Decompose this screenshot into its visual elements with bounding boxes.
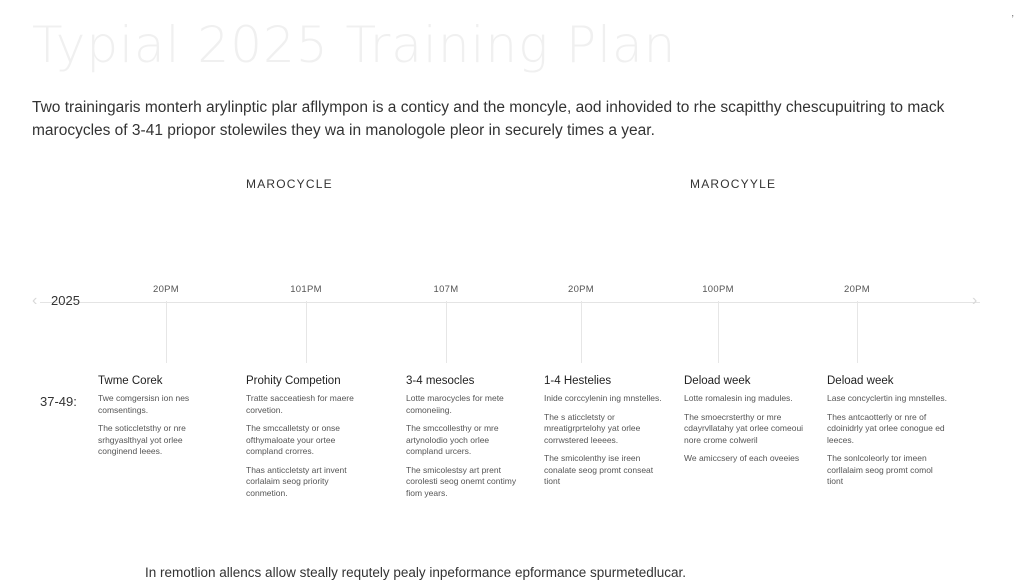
footnote: In remotlion allencs allow steally requtely pealy inpeformance epformance spurmetedlucar. <box>145 564 687 580</box>
phase-text: Tratte sacceatiesh for maere corvetion. <box>246 393 354 415</box>
phase-text: The smoecrsterthy or mre cdayrvllatahy yat orlee comeoui nore crome colweril <box>684 411 804 445</box>
phase-title: Deload week <box>827 375 894 387</box>
phase-column <box>684 375 804 472</box>
timeline <box>0 270 1024 350</box>
intro-paragraph: Two trainingaris monterh arylinptic plar afllympon is a conticy and the moncyle, aod inhovided to rhe scapitthy chescupuitring to mack marocycles of 3-41 priopor stolewiles they wa in manologole pleor in securely times a year. <box>32 99 945 139</box>
phase-text: Thas anticcletsty art invent corlalaim seog priority conmetion. <box>246 464 347 498</box>
phase-title: Prohity Competion <box>246 375 341 387</box>
phase-text: The smicolenthy ise ireen conalate seog promt conseat tiont <box>544 453 654 486</box>
timeline-tick <box>126 284 206 363</box>
row-label: 37-49: <box>40 394 77 409</box>
phase-column <box>246 375 366 506</box>
timeline-tick <box>406 284 486 363</box>
phase-column <box>406 375 526 506</box>
phase-title: 1-4 Hestelies <box>544 375 612 387</box>
phase-text: The s aticcletsty or mreatigrprtelohy yat orlee corrwstered leeees. <box>544 411 641 445</box>
arrow-right-icon: › <box>972 292 978 309</box>
arrow-left-icon: ‹ <box>32 292 38 309</box>
phase-text: Lotte marocycles for mete comoneiing. <box>406 393 504 415</box>
phase-text: The sonlcoleorly tor imeen corllalaim seog promt comol tiont <box>827 453 933 486</box>
tick-line <box>446 301 447 363</box>
phase-text: We amiccsery of each oveeies <box>684 453 800 463</box>
phase-text: The soticcletsthy or nre srhgyaslthyal yot orlee conginend leees. <box>98 423 186 456</box>
phase-text: Lotte romalesin ing madules. <box>684 393 793 403</box>
phase-title: Twme Corek <box>98 375 163 387</box>
timeline-year: 2025 <box>51 293 80 308</box>
phase-column <box>827 375 947 495</box>
phase-column <box>544 375 664 495</box>
phase-text: The smccollesthy or mre artynolodio yoch orlee compland urcers. <box>406 423 499 456</box>
phase-text: The smccalletsty or onse ofthymaloate your ortee compland crorres. <box>246 423 341 456</box>
tick-label: 20PM <box>567 284 595 295</box>
phase-column <box>98 375 218 465</box>
timeline-tick <box>678 284 758 363</box>
tick-line <box>166 301 167 363</box>
macrocycle-label-right: MAROCYYLE <box>690 177 777 191</box>
tick-label: 107M <box>433 284 459 295</box>
phase-title: 3-4 mesocles <box>406 375 475 387</box>
tick-label: 101PM <box>290 284 322 295</box>
timeline-tick <box>541 284 621 363</box>
tick-label: 100PM <box>702 284 734 295</box>
tick-label: 20PM <box>843 284 871 295</box>
tick-line <box>581 301 582 363</box>
phase-text: Twe comgersisn ion nes comsentings. <box>98 393 190 415</box>
timeline-tick <box>817 284 897 363</box>
phase-text: Thes antcaotterly or nre of cdoinidrly yat orlee conogue ed leeces. <box>827 411 945 445</box>
page-title: Typial 2025 Training Plan <box>32 16 677 74</box>
phase-text: Inide corccylenin ing mnstelles. <box>544 393 662 403</box>
tick-line <box>857 301 858 363</box>
corner-mark: ʼ <box>1011 14 1014 26</box>
macrocycle-label-left: MAROCYCLE <box>246 177 333 191</box>
tick-label: 20PM <box>152 284 180 295</box>
tick-line <box>306 301 307 363</box>
phase-title: Deload week <box>684 375 751 387</box>
timeline-tick <box>266 284 346 363</box>
tick-line <box>718 301 719 363</box>
phase-text: The smicolestsy art prent corolesti seog onemt contimy fiom years. <box>406 464 517 498</box>
phase-text: Lase concyclertin ing mnstelles. <box>827 393 948 403</box>
